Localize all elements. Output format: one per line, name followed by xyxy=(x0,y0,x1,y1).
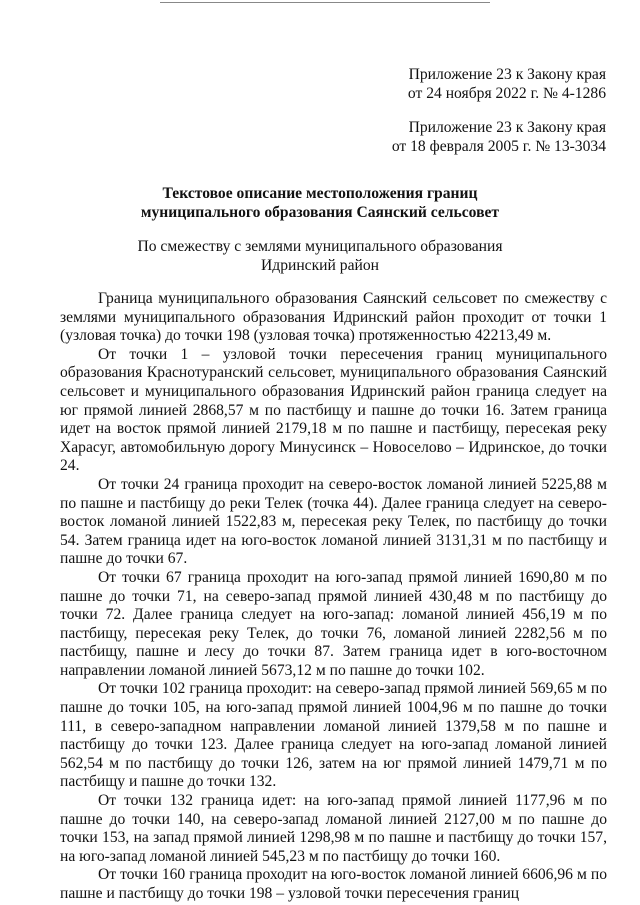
paragraph-3: От точки 24 граница проходит на северо-восток ломаной линией 5225,88 м по пашне и пастбищу до реки Телек (точка 44). Далее граница следует на северо-восток ломаной линией 1522,83 м, пересекая реку Телек, по пастбищу до точки 54. Затем граница идет на юго-восток ломаной линией 3131,31 м по пастбищу и пашне до точки 67. xyxy=(60,475,607,568)
paragraph-7: От точки 160 граница проходит на юго-восток ломаной линией 6606,96 м по пашне и пастбищу до точки 198 – узловой точки пересечения границ xyxy=(60,866,607,902)
appendix-original-line1: Приложение 23 к Закону края xyxy=(408,119,606,136)
top-edge-line xyxy=(160,2,490,3)
paragraph-4: От точки 67 граница проходит на юго-запад прямой линией 1690,80 м по пашне до точки 71, на северо-запад прямой линией 430,48 м по пастбищу до точки 72. Далее граница следует на юго-запад: ломаной линией 456,19 м по пастбищу, пересекая реку Телек, до точки 76, ломаной линией 2282,56 м по пастбищу, пашне и лесу до точки 87. Затем граница идет в юго-восточном направлении ломаной линией 5673,12 м по пашне до точки 102. xyxy=(60,568,607,679)
appendix-current-line2: от 24 ноября 2022 г. № 4-1286 xyxy=(407,85,606,102)
paragraph-6: От точки 132 граница идет: на юго-запад прямой линией 1177,96 м по пашне до точки 140, на северо-запад ломаной линией 2127,00 м по пашне до точки 153, на запад прямой линией 1298,98 м по пашне и пастбищу до точки 157, на юго-запад ломаной линией 545,23 м по пастбищу до точки 160. xyxy=(60,792,607,865)
paragraph-2: От точки 1 – узловой точки пересечения границ муниципального образования Краснотуранский сельсовет, муниципального образования Саянский сельсовет и муниципального образования Идринский район граница следует на юг прямой линией 2868,57 м по пастбищу и пашне до точки 16. Затем граница идет на восток прямой линией 2179,18 м по пашне и пастбищу, пересекая реку Харасуг, автомобильную дорогу Минусинск – Новоселово – Идринское, до точки 24. xyxy=(60,345,607,475)
body-text xyxy=(60,290,607,904)
document-title xyxy=(0,184,640,222)
appendix-current-reference xyxy=(408,65,606,103)
appendix-original-reference xyxy=(392,118,606,156)
section-subtitle-line1: По смежеству с землями муниципального образования xyxy=(137,238,503,255)
appendix-original-line2: от 18 февраля 2005 г. № 13-3034 xyxy=(391,138,606,155)
appendix-current-line1: Приложение 23 к Закону края xyxy=(408,66,606,83)
document-title-line2: муниципального образования Саянский сельсовет xyxy=(140,204,500,221)
paragraph-5: От точки 102 граница проходит: на северо-запад прямой линией 569,65 м по пашне до точки 105, на юго-запад прямой линией 1004,96 м по пашне до точки 111, в северо-западном направлении ломаной линией 1379,58 м по пашне и пастбищу до точки 123. Далее граница следует на юго-запад ломаной линией 562,54 м по пастбищу до точки 126, затем на юг прямой линией 1479,71 м по пастбищу и пашне до точки 132. xyxy=(60,680,607,791)
paragraph-1: Граница муниципального образования Саянский сельсовет по смежеству с землями муниципального образования Идринский район проходит от точки 1 (узловая точка) до точки 198 (узловая точка) протяженностью 42213,49 м. xyxy=(60,290,607,345)
document-title-line1: Текстовое описание местоположения границ xyxy=(162,185,478,202)
section-subtitle xyxy=(0,237,640,275)
section-subtitle-line2: Идринский район xyxy=(261,257,379,274)
